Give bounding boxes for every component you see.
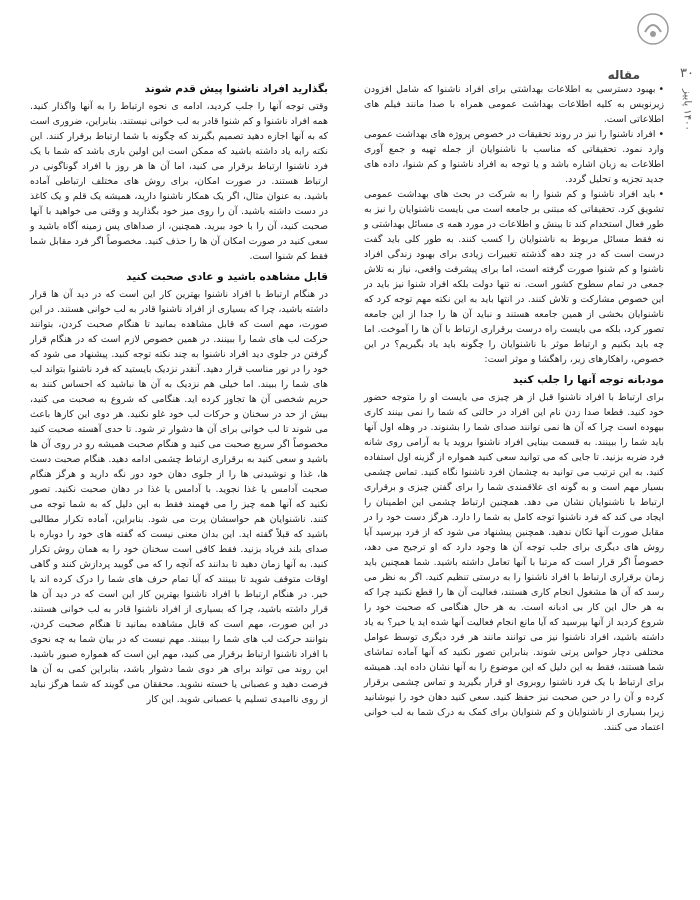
paragraph: در هنگام ارتباط با افراد ناشنوا بهترین کار این است که در دید آن ها قرار داشته باشید، چرا که بسیاری از افراد ناشنوا قادر به لب خوانی هستند. در این صورت، مهم است که قابل مشاهده بمانید تا هنگام صحبت کردن، بتوانند حرکت لب های شما را ببینند. در همین خصوص لازم است که در هنگام قرار گرفتن در جلوی دید افراد ناشنوا به چند نکته توجه کنید. پیشنهاد می شود که خود را در نور مناسب قرار دهید. آنقدر نزدیک بایستید که فرد ناشنوا بتواند لب های شما را ببیند. اما خیلی هم نزدیک به آن ها نباشید که احساس کنند به حریم شخصی آن ها تجاوز کرده اید. هنگامی که شروع به صحبت می کنید، بیش از حد در سخنان و حرکات لب خود غلو نکنید. هر دوی این کارها باعث می شوند تا لب خوانی برای آن ها دشوار تر شود. تا حدی آهسته صحبت کنید مخصوصاً اگر سریع صحبت می کنید و هنگام صحبت همیشه رو در روی آن ها باشید و سعی کنید به برقراری ارتباط چشمی ادامه دهید. هنگام صحبت دست ها، غذا و نوشیدنی ها را از جلوی دهان خود دور نگه دارید و هرگز هنگام صحبت آدامس یا غذا نجوید. با آدامس یا غذا در دهان صحبت نکنید. تصور نکنید که آنها همه چیز را می فهمند فقط به این دلیل که به شما توجه می کنند. ناشنوایان هم حواسشان پرت می شود. بنابراین، آماده تکرار مطالبی باشید که قبلاً گفته اید. این بدان معنی نیست که گفته های خود را دوباره با صدای بلند فریاد بزنید. فقط کافی است سخنان خود را به همان روش تکرار کنید. به آنها زمان دهید تا بدانند که آنچه را که می گویید پردازش کنند و گاهی اوقات متوقف شوید تا ببینند که آیا تمام حرف های شما را درک کرده اند یا خیر. در هنگام ارتباط با افراد ناشنوا بهترین کار این است که در دید آن ها قرار داشته باشید، چرا که بسیاری از افراد ناشنوا قادر به لب خوانی هستند. در این صورت، مهم است که قابل مشاهده بمانید تا هنگام صحبت کردن، بتوانند حرکت لب های شما را ببینند. مهم نیست که در بیان شما به چه نحوی با افراد ناشنوا ارتباط برقرار می کنید، مهم این است که همواره صبور باشید. این روند می تواند برای هر دوی شما دشوار باشد، بنابراین کمی به آن ها فرصت دهید و عصبانی یا خسته نشوید. محققان می گویند که شما هرگز نباید از روی ناامیدی تسلیم یا عصبانی شوید. این کار	[30, 289, 328, 705]
page-number: ۳۰	[680, 66, 694, 81]
section-label: مقاله	[607, 68, 640, 82]
bullet-item: • افراد ناشنوا را نیز در روند تحقیقات در خصوص پروژه های بهداشت عمومی وارد نمود. تحقیقاتی که مناسب با ناشنوایان از جمله تهیه و جمع آوری اطلاعات به زبان اشاره باشد و یا توجه به افراد ناشنوا و کم شنوا، داده های جدید تجزیه و تحلیل گردد.	[364, 127, 664, 187]
bullet-item: • بهبود دسترسی به اطلاعات بهداشتی برای افراد ناشنوا که شامل افزودن زیرنویس به کلیه اطلاعات بهداشت عمومی همراه با صدا مانند فیلم های اطلاعاتی است.	[364, 82, 664, 127]
paragraph: برای ارتباط با افراد ناشنوا قبل از هر چیزی می بایست او را متوجه حضور خود کنید. قطعا صدا زدن نام این افراد در حالتی که شما را نمی بینند کاری بیهوده است چرا که آن ها نمی توانند صدای شما را بشنوند. در وهله اول آنها باید شما را ببینند. به قسمت بینایی افراد ناشنوا بروید یا به آرامی روی شانه فرد ضربه بزنید. تا جایی که می توانید سعی کنید همواره از گزینه اول استفاده کنید. به این ترتیب می توانید به چشمان افرد ناشنوا نگاه کنید. تماس چشمی بسیار مهم است و به گونه ای علاقمندی شما را برای گفتن چیزی و برقراری ارتباط با ناشنوایان نشان می دهد. همچنین ارتباط چشمی این اطمینان را ایجاد می کند که فرد ناشنوا توجه کامل به شما را دارد. هرگز دست خود را در مقابل صورت آنها تکان ندهید. همچنین پیشنهاد می شود که از فرد بپرسید آیا روش های دیگری برای جلب توجه آن ها وجود دارد که او ترجیح می دهد، خصوصاً اگر قرار است که مرتبا با آنها تعامل داشته باشید. شما همچنین باید زمان برقراری ارتباط با افراد ناشنوا را به درستی تنظیم کنید. اگر به نظر می رسد که آن ها مشغول انجام کاری هستند، فعالیت آن ها را قطع نکنید چرا که به هر حال این کار بی ادبانه است. به هر حال هنگامی که صحبت خود را شروع کردید از آنها بپرسید که آیا مانع انجام فعالیت آنها شده اید یا خیر؟ به یاد داشته باشید، افراد ناشنوا نیز می توانند مانند هر فرد دیگری توسط عوامل مختلفی دچار حواس پرتی شوند. بنابراین تصور نکنید که آنها آماده تماشای شما هستند، فقط به این دلیل که این موضوع را به آنها نشان داده اید. همیشه برای ارتباط با یک فرد ناشنوا روبروی او قرار بگیرید و تماس چشمی برقرار کرده و آن را در حین صحبت نیز حفظ کنید. سعی کنید دهان خود را نپوشانید زیرا بسیاری از ناشنوایان و کم شنوایان برای کمک به درک شما به لب خوانی اعتماد می کنند.	[364, 392, 664, 733]
bullet-item: • باید افراد ناشنوا و کم شنوا را به شرکت در بحث های بهداشت عمومی تشویق کرد. تحقیقاتی که مبتنی بر جامعه است می بایست ناشنوایان را نیز به طور فعال استخدام کند تا بینش و اطلاعات در مورد همه ی مسائل بهداشتی و نه فقط مسائل مربوط به ناشنوایان را کسب کنند. به طور کلی باید گفت درست است که در چند دهه گذشته تغییرات زیادی برای بهبود زندگی افراد ناشنوا و کم شنوا صورت گرفته است، اما برای پیشرفت واقعی، نیاز به تلاش جمعی در تمام سطوح کشور است. نه تنها دولت بلکه افراد شنوا نیز باید در این خصوص مشارکت و تلاش کنند. در انتها باید به این نکته مهم توجه کرد که ناشنوایان بخشی از همین جامعه هستند و نباید آن ها را جدا از این جامعه تصور کرد، بلکه می بایست راه درست برقراری ارتباط با آن ها را آموخت. اما چه باید بکنیم و ارتباط موثر با ناشنوایان را چگونه باید یاد بگیریم؟ در این خصوص، راهکارهای زیر، راهگشا و موثر است:	[364, 187, 664, 367]
magazine-logo-icon	[636, 12, 670, 46]
subheading-attention: مودبانه توجه آنها را جلب کنید	[512, 374, 664, 386]
issue-label: ۱۴۰۰ پاییز	[681, 89, 693, 131]
right-column	[364, 82, 664, 735]
left-column	[30, 82, 328, 707]
subheading-visible: قابل مشاهده باشید و عادی صحبت کنید	[126, 271, 328, 283]
subheading-let-lead: بگذارید افراد ناشنوا پیش قدم شوند	[144, 83, 328, 95]
paragraph: وقتی توجه آنها را جلب کردید، ادامه ی نحوه ارتباط را به آنها واگذار کنید. همه افراد ناشنوا و کم شنوا قادر به لب خوانی نیستند. بنابراین، ضروری است که به آنها اجازه دهید تصمیم بگیرند که چگونه با شما ارتباط برقرار کنند. این نکته رابه یاد داشته باشید که ممکن است این اولین باری باشد که شما با یک فرد ناشنوا ارتباط برقرار می کنید، اما آن ها هر روز با افراد گوناگونی در ارتباط هستند. در صورت امکان، برای روش های مختلف ارتباطی آماده باشید. به عنوان مثال، اگر یک همکار ناشنوا دارید، همیشه یک قلم و یک کاغذ در دست داشته باشید. آن را روی میز خود بگذارید و وقتی می خواهید با آنها صحبت کنید، آن را با خود ببرید. همچنین، از صداهای پس زمینه آگاه باشید و سعی کنید در صورت امکان آن ها را حذف کنید. مخصوصاً اگر فرد مقابل شما فقط کم شنوا است.	[30, 101, 328, 262]
side-strip	[674, 0, 700, 900]
